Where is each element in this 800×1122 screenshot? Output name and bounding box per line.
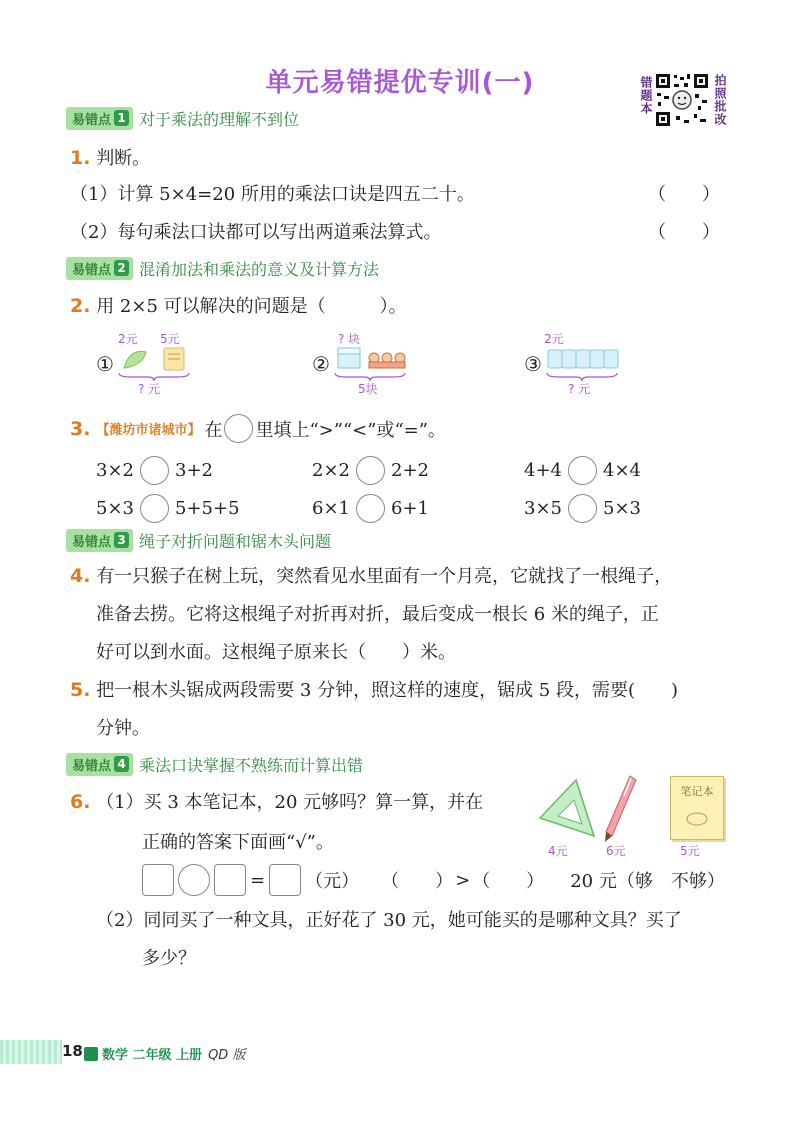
q3-item: 2×2 2+2 [312,456,429,485]
set-square-price: 4元 [548,844,568,858]
q3-item: 3×5 5×3 [524,494,641,523]
error-point-tag: 易错点 3 [66,529,133,552]
set-square-icon [536,778,596,840]
question-3: 3. 【潍坊市诸城市】 在 里填上“>”“<”或“=”。 [70,414,446,443]
q6-part2-line-1: （2）同同买了一种文具，正好花了 30 元，她可能买的是哪种文具？买了 [96,910,682,931]
compare-circle[interactable] [140,456,169,485]
error-point-1 [66,106,299,130]
error-point-text: 对于乘法的理解不到位 [139,109,300,129]
error-point-4 [66,752,363,776]
pen-icon [600,774,640,844]
qr-left-label: 错题本 [639,76,653,115]
q5-line-2: 分钟。 [96,718,150,739]
q1-item-1: （1）计算 5×4=20 所用的乘法口诀是四五二十。 [70,184,475,205]
footer-bar [0,1040,62,1064]
q3-item: 5×3 5+5+5 [96,494,240,523]
notebook-price: 5元 [680,844,700,858]
q1-item-1-answer[interactable]: （ ） [648,184,720,205]
compare-blank-b[interactable]: （ ） [472,871,545,892]
compare-circle[interactable] [356,456,385,485]
operator-circle[interactable] [178,864,210,896]
notebook-label: 笔记本 [680,785,714,798]
page-title: 单元易错提优专训(一) [265,68,535,98]
q1-item-2-answer[interactable]: （ ） [648,222,720,243]
q4-line-2: 准备去捞。它将这根绳子对折再对折，最后变成一根长 6 米的绳子，正 [96,604,659,625]
question-4: 4. 有一只猴子在树上玩，突然看见水里面有一个月亮，它就找了一根绳子， [70,565,673,587]
q2-option-3[interactable]: ③ 2元 ? 元 [524,328,634,398]
compare-circle[interactable] [568,494,597,523]
answer-box[interactable] [269,864,301,896]
question-2: 2. 用 2×5 可以解决的问题是（ ）。 [70,295,407,317]
q1-item-2: （2）每句乘法口诀都可以写出两道乘法算式。 [70,222,442,243]
enough-choice[interactable]: 20 元（够 不够） [570,871,725,892]
error-point-tag: 易错点 2 [66,257,133,280]
q3-item: 4+4 4×4 [524,456,641,485]
error-point-text: 混淆加法和乘法的意义及计算方法 [139,259,380,279]
q4-line-3: 好可以到水面。这根绳子原来长（ ）米。 [96,642,456,663]
qr-right-label: 拍照批改 [713,74,727,126]
question-1: 1. 判断。 [70,147,151,169]
q2-option-1[interactable]: ① 2元 5元 ? 元 [96,328,206,398]
cake-and-cupcakes-icon [336,344,410,372]
erasers-icon [546,346,620,372]
q6-line-2: 正确的答案下面画“√”。 [142,832,334,853]
error-point-tag: 易错点 4 [66,753,133,776]
error-point-text: 乘法口诀掌握不熟练而计算出错 [139,755,364,775]
leaf-and-notebook-icon [120,346,190,372]
compare-blank-a[interactable]: （ ） [381,871,454,892]
pen-price: 6元 [606,844,626,858]
q6-part2-line-2: 多少？ [142,948,196,969]
notebook-icon [670,776,724,840]
question-5: 5. 把一根木头锯成两段需要 3 分钟，照这样的速度，锯成 5 段，需要( ) [70,679,679,701]
page-number: 18 [62,1042,83,1060]
q6-answer-row: = （元） （ ） > （ ） 20 元（够 不够） [142,864,725,896]
answer-box[interactable] [214,864,246,896]
notebook-doodle-icon [671,803,723,833]
footer-book-info: 数学 二年级 上册 QD 版 [84,1044,245,1063]
error-point-text: 绳子对折问题和锯木头问题 [139,531,332,551]
q3-item: 6×1 6+1 [312,494,429,523]
error-point-tag: 易错点 1 [66,107,133,130]
answer-box[interactable] [142,864,174,896]
q2-option-2[interactable]: ② ? 块 5块 [312,328,422,398]
circle-placeholder-icon [224,414,253,443]
compare-circle[interactable] [568,456,597,485]
q3-item: 3×2 3+2 [96,456,213,485]
error-point-3 [66,528,331,552]
question-6: 6. （1）买 3 本笔记本，20 元够吗？算一算，并在 [70,791,484,813]
error-point-2 [66,256,379,280]
compare-circle[interactable] [356,494,385,523]
brand-logo-icon [84,1047,98,1061]
compare-circle[interactable] [140,494,169,523]
qr-code-icon[interactable] [654,72,710,128]
